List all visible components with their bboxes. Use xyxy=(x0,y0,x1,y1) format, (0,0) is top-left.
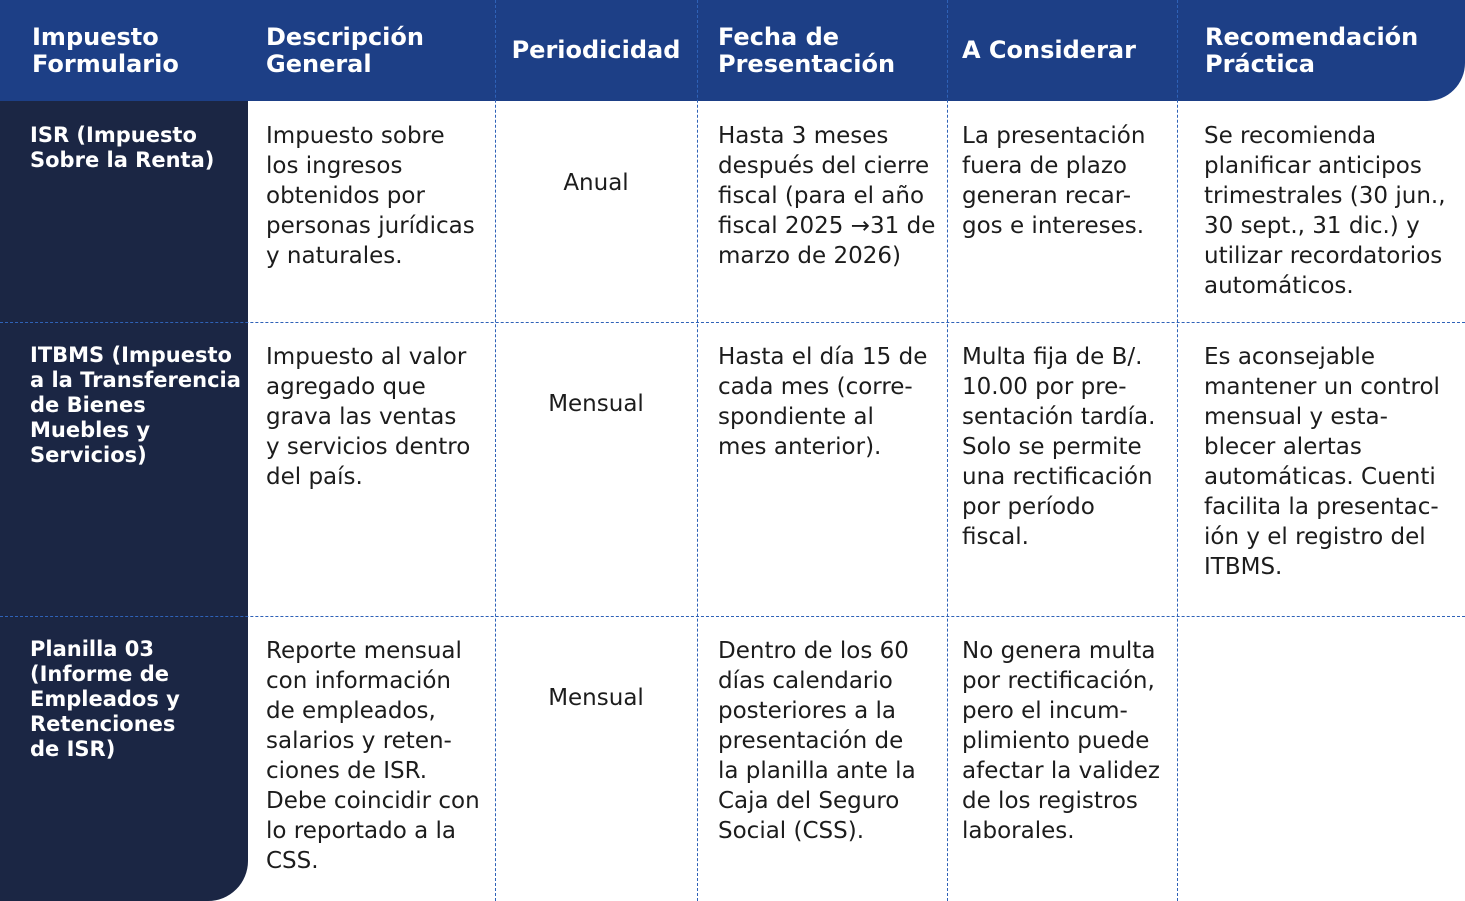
column-header-fecha: Fecha de Presentación xyxy=(718,22,896,78)
cell-fecha: Dentro de los 60 días calendario posteriores a la presentación de la planilla ante la Caja del Seguro Social (CSS). xyxy=(718,638,916,844)
row-divider xyxy=(0,616,1465,617)
cell-periodicidad: Anual xyxy=(563,170,629,196)
cell-periodicidad: Mensual xyxy=(548,391,644,417)
cell-periodicidad: Mensual xyxy=(548,685,644,711)
row-header-planilla-03: Planilla 03 (Informe de Empleados y Retenciones de ISR) xyxy=(30,637,180,761)
row-header-isr: ISR (Impuesto Sobre la Renta) xyxy=(30,123,215,172)
cell-fecha: Hasta el día 15 de cada mes (corre- spondiente al mes anterior). xyxy=(718,344,928,460)
cell-considerar: No genera multa por rectificación, pero el incum- plimiento puede afectar la validez de los registros laborales. xyxy=(962,638,1160,844)
column-divider xyxy=(947,0,948,901)
cell-considerar: Multa fija de B/. 10.00 por pre- sentación tardía. Solo se permite una rectificación por período fiscal. xyxy=(962,344,1156,550)
cell-recomendacion: Es aconsejable mantener un control mensual y esta- blecer alertas automáticas. Cuenti facilita la presentac- ión y el registro del ITBMS. xyxy=(1204,344,1440,580)
column-header-impuesto: Impuesto Formulario xyxy=(32,22,179,78)
column-divider xyxy=(1177,0,1178,901)
cell-recomendacion: Se recomienda planificar anticipos trimestrales (30 jun., 30 sept., 31 dic.) y utilizar recordatorios automáticos. xyxy=(1204,123,1446,299)
cell-descripcion: Reporte mensual con información de empleados, salarios y reten- ciones de ISR. Debe coincidir con lo reportado a la CSS. xyxy=(266,638,480,874)
row-header-itbms: ITBMS (Impuesto a la Transferencia de Bienes Muebles y Servicios) xyxy=(30,343,241,467)
cell-fecha: Hasta 3 meses después del cierre fiscal (para el año fiscal 2025 →31 de marzo de 2026) xyxy=(718,123,936,269)
cell-descripcion: Impuesto al valor agregado que grava las ventas y servicios dentro del país. xyxy=(266,344,471,490)
column-header-periodicidad: Periodicidad xyxy=(511,36,681,64)
column-header-recomendacion: Recomendación Práctica xyxy=(1205,22,1419,78)
column-header-considerar: A Considerar xyxy=(962,36,1136,64)
column-divider xyxy=(495,0,496,901)
cell-considerar: La presentación fuera de plazo generan recar- gos e intereses. xyxy=(962,123,1146,239)
row-divider xyxy=(0,322,1465,323)
column-header-descripcion: Descripción General xyxy=(266,22,424,78)
column-divider xyxy=(697,0,698,901)
row-header-column xyxy=(0,101,248,901)
cell-descripcion: Impuesto sobre los ingresos obtenidos por personas jurídicas y naturales. xyxy=(266,123,475,269)
